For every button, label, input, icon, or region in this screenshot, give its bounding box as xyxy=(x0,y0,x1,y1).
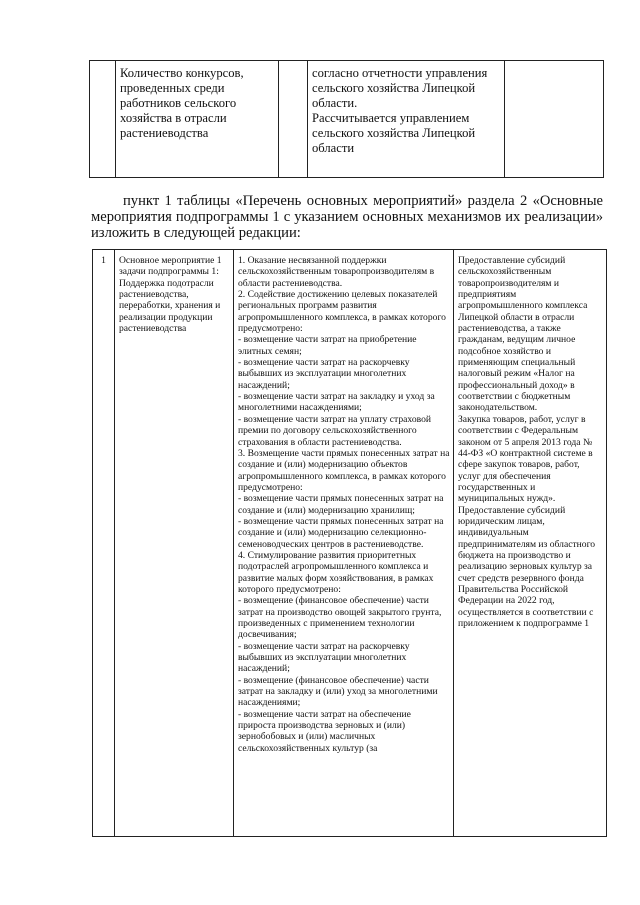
event-name-cell xyxy=(115,250,234,837)
mechanism-line: 4. Стимулирование развития приоритетных подотраслей агропромышленного комплекса и развитие малых форм хозяйствования, в рамках которого предусмотрено: xyxy=(238,549,434,595)
mechanism-line: - возмещение части затрат на обеспечение прироста производства зерновых и (или) зернобобовых и (или) масличных сельскохозяйственных культур (за xyxy=(238,708,411,754)
empty-cell xyxy=(505,61,604,178)
source-cell xyxy=(308,61,505,178)
mechanisms-cell xyxy=(234,250,454,837)
result-paragraph: Предоставление субсидий сельскохозяйственным товаропроизводителям и предприятиям агропромышленного комплекса Липецкой области в отрасли растениеводства, а также гражданам, ведущим личное подсобное хозяйство и применяющим специальный налоговый режим «Налог на профессиональный доход» в соответствии с бюджетным законодательством. xyxy=(458,255,588,414)
mechanism-line: - возмещение части затрат на раскорчевку выбывших из эксплуатации многолетних насаждений; xyxy=(238,640,410,675)
results-text xyxy=(454,250,606,629)
table-row xyxy=(90,61,604,178)
mechanism-line: 1. Оказание несвязанной поддержки сельскохозяйственным товаропроизводителям в области растениеводства. xyxy=(238,255,435,289)
event-name-text: Основное мероприятие 1 задачи подпрограммы 1: Поддержка подотрасли растениеводства, переработки, хранения и реализации продукции растениеводства xyxy=(119,255,222,335)
intro-paragraph xyxy=(91,193,603,241)
indicator-name-cell xyxy=(116,61,279,178)
row-number-cell xyxy=(90,61,116,178)
mechanisms-text xyxy=(234,250,453,754)
mechanism-line: 3. Возмещение части прямых понесенных затрат на создание и (или) модернизацию объектов агропромышленного комплекса, в рамках которого предусмотрено: xyxy=(238,447,450,493)
mechanism-line: - возмещение части затрат на раскорчевку выбывших из эксплуатации многолетних насаждений; xyxy=(238,357,410,391)
mechanism-line: 2. Содействие достижению целевых показателей региональных программ развития агропромышленного комплекса, в рамках которого предусмотрено: xyxy=(238,289,446,335)
main-events-table xyxy=(92,249,607,837)
indicator-name-text: Количество конкурсов, проведенных среди работников сельского хозяйства в отрасли растениеводства xyxy=(120,66,244,140)
source-text xyxy=(308,61,504,155)
mechanism-line: - возмещение части прямых понесенных затрат на создание и (или) модернизацию селекционно-семеноводческих центров в растениеводстве. xyxy=(238,515,444,550)
source-line: согласно отчетности управления сельского хозяйства Липецкой области. xyxy=(312,66,488,110)
table-row xyxy=(93,250,607,837)
mechanism-line: - возмещение (финансовое обеспечение) части затрат на закладку и (или) уход за многолетними насаждениями; xyxy=(238,674,438,709)
mechanism-line: - возмещение части затрат на закладку и уход за многолетними насаждениями; xyxy=(238,391,435,414)
intro-text: пункт 1 таблицы «Перечень основных мероприятий» раздела 2 «Основные мероприятия подпрограммы 1 с указанием основных механизмов их реализации» изложить в следующей редакции: xyxy=(91,193,603,241)
mechanism-line: - возмещение части прямых понесенных затрат на создание и (или) модернизацию хранилищ; xyxy=(238,493,444,516)
result-paragraph: Закупка товаров, работ, услуг в соответствии с Федеральным законом от 5 апреля 2013 года № 44-ФЗ «О контрактной системе в сфере закупок товаров, работ, услуг для обеспечения государственных и муниципальных нужд». xyxy=(458,413,593,505)
result-paragraph: Предоставление субсидий юридическим лицам, индивидуальным предпринимателям из областного бюджета на производство и реализацию зерновых культур за счет средств резервного фонда Правительства Российской Федерации на 2022 год, осуществляется в соответствии с приложением к подпрограмме 1 xyxy=(458,504,596,629)
unit-cell xyxy=(279,61,308,178)
mechanism-line: - возмещение части затрат на уплату страховой премии по договору сельскохозяйственного страхования в области растениеводства. xyxy=(238,413,432,448)
source-line: Рассчитывается управлением сельского хозяйства Липецкой области xyxy=(312,110,476,155)
row-number: 1 xyxy=(93,250,115,837)
mechanism-line: - возмещение (финансовое обеспечение) части затрат на производство овощей закрытого грунта, произведенных с применением технологии досвечивания; xyxy=(238,595,442,641)
indicator-table-fragment xyxy=(89,60,604,178)
mechanism-line: - возмещение части затрат на приобретение элитных семян; xyxy=(238,334,417,357)
results-cell xyxy=(454,250,607,837)
